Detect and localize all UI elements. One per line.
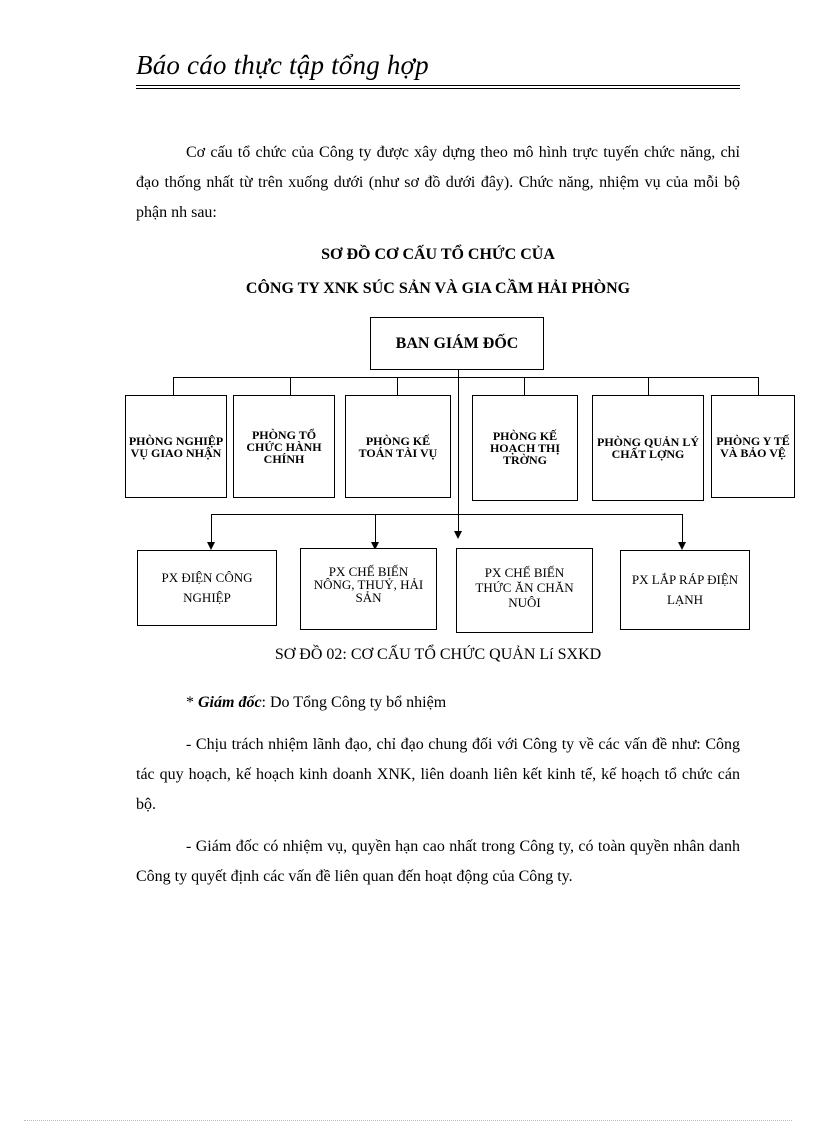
workshop-connector [211, 514, 212, 544]
department-bus-line [173, 377, 758, 378]
dept-box-chat-luong: PHÒNG QUẢN LÝ CHẤT LỢNG [592, 395, 704, 501]
workshop-box-thuc-an: PX CHẾ BIẾN THỨC ĂN CHĂN NUÔI [456, 548, 593, 633]
dept-box-to-chuc: PHÒNG TỔ CHỨC HÀNH CHÍNH [233, 395, 335, 498]
diagram-title-line2: CÔNG TY XNK SÚC SẢN VÀ GIA CẦM HẢI PHÒNG [245, 280, 631, 297]
director-duty-1: - Chịu trách nhiệm lãnh đạo, chỉ đạo chung đối với Công ty về các vấn đề như: Công tác quy hoạch, kế hoạch kinh doanh XNK, liên doanh liên kết kinh tế, kế hoạch tổ chức cán bộ. [136, 736, 740, 813]
workshop-connector [682, 514, 683, 544]
workshop-arrow [678, 542, 686, 550]
dept-box-ke-toan: PHÒNG KẾ TOÁN TÀI VỤ [345, 395, 451, 498]
director-heading [136, 688, 740, 718]
director-label: Giám đốc [198, 694, 262, 711]
workshop-arrow [207, 542, 215, 550]
trunk-arrow [454, 531, 462, 539]
workshop-connector [375, 514, 376, 544]
document-header-title: Báo cáo thực tập tổng hợp [136, 50, 429, 80]
director-appointment-text: : Do Tổng Công ty bổ nhiệm [261, 694, 447, 711]
intro-paragraph: Cơ cấu tổ chức của Công ty được xây dựng theo mô hình trực tuyến chức năng, chỉ đạo thống nhất từ trên xuống dưới (như sơ đồ dưới đây). Chức năng, nhiệm vụ của mỗi bộ phận nh sau: [136, 144, 740, 221]
workshop-box-che-bien-nong-san: PX CHẾ BIẾN NÔNG, THUỶ, HẢI SẢN [300, 548, 437, 630]
workshop-box-dien: PX ĐIỆN CÔNG NGHIỆP [137, 550, 277, 626]
dept-box-ke-hoach: PHÒNG KẾ HOẠCH THỊ TRỜNG [472, 395, 578, 501]
header-rule-bottom [136, 88, 740, 89]
dept-box-y-te: PHÒNG Y TẾ VÀ BẢO VỆ [711, 395, 795, 498]
diagram-title-line1: SƠ ĐỒ CƠ CẤU TỔ CHỨC CỦA [321, 246, 555, 263]
workshop-bus-line [211, 514, 683, 515]
dept-box-giao-nhan: PHÒNG NGHIỆP VỤ GIAO NHẬN [125, 395, 227, 498]
director-bullet: * [186, 694, 198, 711]
director-duty-2: - Giám đốc có nhiệm vụ, quyền hạn cao nhất trong Công ty, có toàn quyền nhân danh Công ty quyết định các vấn đề liên quan đến hoạt động của Công ty. [136, 838, 740, 885]
trunk-line [458, 370, 459, 534]
page-footer-divider [24, 1120, 792, 1121]
header-rule-top [136, 85, 740, 86]
director-box: BAN GIÁM ĐỐC [370, 317, 544, 370]
diagram-caption: SƠ ĐỒ 02: CƠ CẤU TỔ CHỨC QUẢN Lí SXKD [274, 646, 602, 663]
workshop-box-lap-rap: PX LẮP RÁP ĐIỆN LẠNH [620, 550, 750, 630]
